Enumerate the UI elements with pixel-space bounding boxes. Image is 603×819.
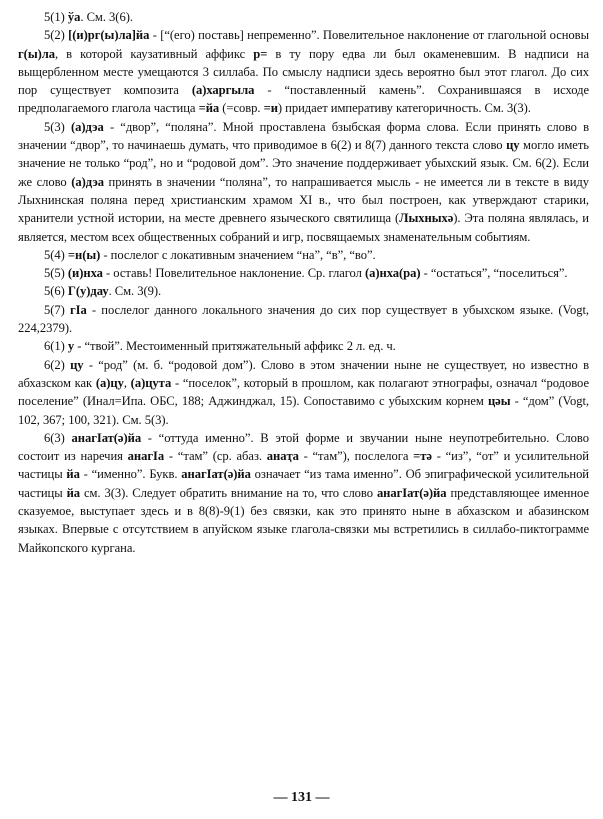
term: анаҭа [266, 449, 299, 464]
text-run: могло иметь значение не только “род”, но и “родовой дом”. Это значение поддерживает убыхский язык. См. 6(2). Если же слово [18, 138, 589, 189]
text-run: , [123, 375, 131, 390]
text-run: 6(3) [44, 430, 72, 445]
term: (а)харгыла [191, 83, 255, 98]
text-run: - оставь! Повелительное наклонение. Ср. глагол [102, 266, 365, 281]
text-run: - “из”, “от” и усилительной частицы [18, 449, 589, 482]
term: йа [66, 467, 80, 482]
term: гIа [69, 302, 87, 317]
text-run: см. 3(3). Следует обратить внимание на то, что слово [80, 485, 377, 500]
text-run: означает “из тама именно”. Об эпиграфической усилительной частицы [18, 467, 590, 500]
text-run: 6(1) [44, 339, 68, 354]
term: р= [253, 46, 268, 61]
text-run: - “двор”, “поляна”. Мной проставлена бзыбская форма слова. Если принять слово в значении “двор”, то начинаешь думать, что приводимое в 6(2) и 8(7) данного текста слово [18, 119, 589, 153]
term: цәы [487, 394, 511, 409]
text-run: ) придает императиву категоричность. См. 3(3). [277, 101, 531, 116]
note-5-2 [18, 26, 589, 117]
text-run: - “остаться”, “поселиться”. [420, 266, 568, 281]
text-run: - “именно”. Букв. [79, 467, 182, 482]
note-5-1 [18, 8, 589, 26]
term: Лыхныхә [399, 211, 454, 226]
term: (а)цу [95, 375, 124, 390]
note-6-2 [18, 356, 589, 429]
term: у [67, 339, 75, 354]
term: =и [263, 101, 278, 116]
note-5-6 [18, 282, 589, 300]
text-run: 5(2) [44, 28, 69, 43]
term: =йа [198, 101, 220, 116]
text-run: (=совр. [219, 101, 264, 116]
text-run: - [“(его) поставь] непременно”. Повелительное наклонение от глагольной основы [149, 28, 589, 43]
term: цу [70, 357, 84, 372]
term: цу [506, 138, 520, 153]
text-run: . См. 3(9). [108, 284, 162, 299]
note-5-3 [18, 118, 589, 246]
term: анагIат(ә)йа [376, 485, 447, 500]
term: [(и)рг(ы)ла]йа [68, 28, 150, 43]
text-run: - “дом” (Vogt, 102, 367; 100, 321). См. 5(3). [18, 394, 589, 427]
term: анагIа [127, 449, 165, 464]
page-number: — 131 — [273, 790, 330, 805]
text-run: 5(3) [44, 119, 71, 134]
text-run: - “там”), послелога [298, 449, 414, 464]
text-run: 5(5) [44, 266, 68, 281]
term: (а)цута [130, 375, 172, 390]
term: анагIат(ә)йа [181, 467, 251, 482]
note-5-5 [18, 264, 589, 282]
term: (а)дэа [71, 174, 105, 189]
term: ўа [67, 10, 81, 24]
term: (а)дэа [70, 119, 104, 134]
text-run: - “твой”. Местоименный притяжательный аффикс 2 л. ед. ч. [74, 339, 396, 354]
text-run: 5(6) [44, 284, 68, 299]
commentary-body [18, 8, 589, 557]
text-run: 5(7) [44, 302, 70, 317]
text-run: ). Эта поляна являлась, и является, местом всех общественных собраний и игр, посвящаемых знаменательным событиям. [18, 211, 589, 244]
term: Г(у)дау [67, 284, 109, 299]
text-run: - послелог данного локального значения до сих пор существует в убыхском языке. (Vogt, 224,2379). [18, 302, 589, 336]
term: (а)нха(ра) [364, 266, 421, 281]
text-run: - “род” (м. б. “родовой дом”). Слово в этом значении ныне не существует, но известно в абхазском как [18, 357, 589, 390]
note-5-7 [18, 301, 589, 338]
term: (и)нха [67, 266, 103, 281]
text-run: принять в значении “поляна”, то напрашивается мысль - не имеется ли в тексте в виду Лыхнинская поляна перед христианским храмом XI в., что был построен, как утверждают старики, хранители устной истории, на месте древнего языческого святилища ( [18, 174, 589, 226]
text-run: - “поставленный камень”. Сохранившаяся в исходе предполагаемого глагола частица [18, 83, 589, 116]
text-run: 6(2) [44, 357, 71, 372]
text-run: 5(1) [44, 10, 68, 24]
text-run: . См. 3(6). [80, 10, 133, 24]
text-run: - “поселок”, который в прошлом, как полагают этнографы, означал “родовое поселение” (Инал=Ипа. ОБС, 188; Аджинджал, 15). Сопоставимо с убыхским корнем [18, 375, 589, 409]
text-run: 5(4) [44, 247, 68, 262]
note-6-3 [18, 429, 589, 557]
text-run: , в которой каузативный аффикс [55, 46, 254, 61]
note-6-1 [18, 337, 589, 355]
text-run: в ту пору едва ли был окаменевшим. В надписи на выщербленном месте умещаются 3 силлаба. По смыслу надписи здесь вероятно был этот глагол. До сих пор существует композита [18, 46, 589, 98]
term: йа [66, 485, 81, 500]
term: =тә [413, 449, 432, 464]
text-run: представляющее именное сказуемое, выступает здесь и в 8(8)-9(1) без связки, как это принято ныне в абхазском и абазинском языках. Впервые с отсутствием в апуйском языке глагола-связки мы встретились в силлабо-пиктограмме Майкопского кургана. [18, 485, 589, 555]
text-run: - “оттуда именно”. В этой форме и звучании ныне неупотребительно. Слово состоит из наречия [18, 430, 589, 464]
term: анагIат(ә)йа [71, 430, 142, 445]
text-run: - “там” (ср. абаз. [164, 449, 267, 464]
term: г(ы)ла [18, 46, 56, 61]
note-5-4 [18, 246, 589, 264]
term: =н(ы) [67, 247, 101, 262]
text-run: - послелог с локативным значением “на”, “в”, “во”. [100, 247, 376, 262]
